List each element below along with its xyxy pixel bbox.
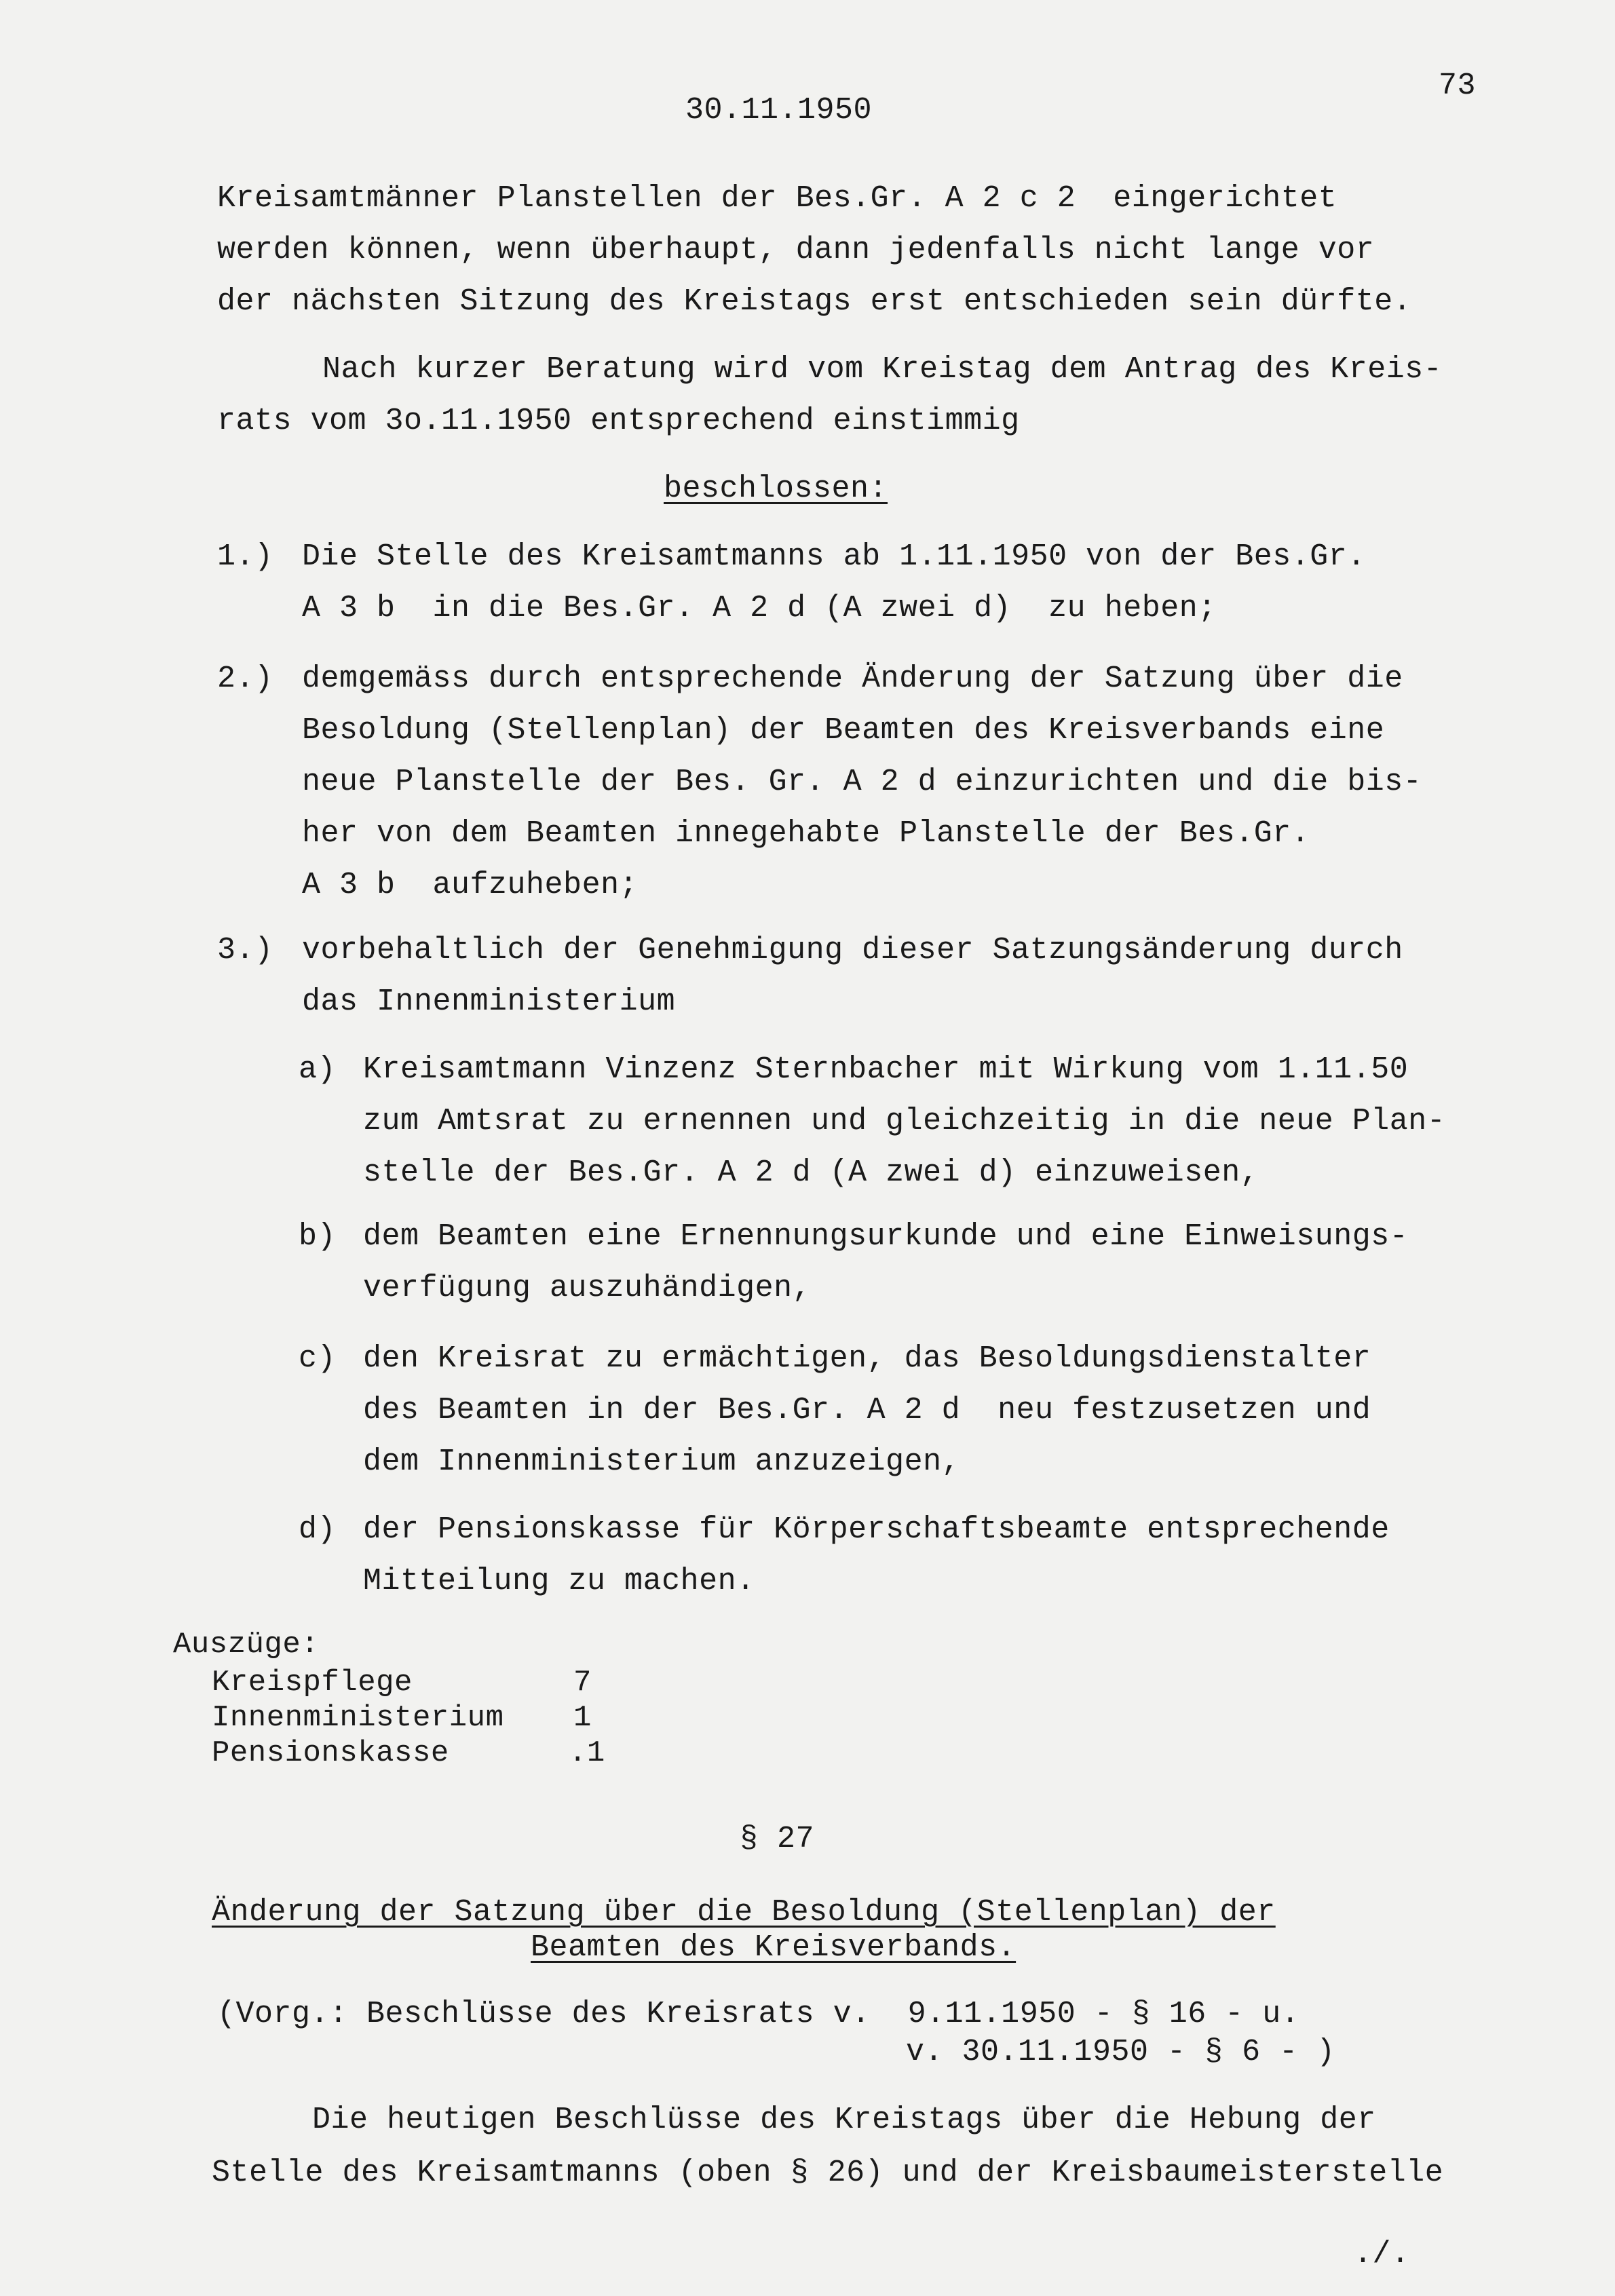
subitem-label: d) xyxy=(299,1512,337,1547)
item-line: das Innenministerium xyxy=(302,984,676,1019)
section-title-line: Beamten des Kreisverbands. xyxy=(531,1930,1016,1965)
subitem-line: verfügung auszuhändigen, xyxy=(363,1271,812,1305)
item-line: her von dem Beamten innegehabte Planstelle der Bes.Gr. xyxy=(302,816,1310,851)
excerpt-count: .1 xyxy=(569,1736,605,1770)
item-number: 3.) xyxy=(217,933,273,968)
item-number: 2.) xyxy=(217,662,273,696)
body-line: Stelle des Kreisamtmanns (oben § 26) und der Kreisbaumeisterstelle xyxy=(212,2156,1444,2190)
reference-line: (Vorg.: Beschlüsse des Kreisrats v. 9.11.1950 - § 16 - u. xyxy=(217,1997,1300,2031)
subitem-line: Kreisamtmann Vinzenz Sternbacher mit Wirkung vom 1.11.50 xyxy=(363,1052,1409,1087)
section-number: § 27 xyxy=(740,1822,815,1856)
subitem-line: stelle der Bes.Gr. A 2 d (A zwei d) einzuweisen, xyxy=(363,1155,1259,1190)
intro-line: Kreisamtmänner Planstellen der Bes.Gr. A 2 c 2 eingerichtet xyxy=(217,181,1337,216)
document-date: 30.11.1950 xyxy=(685,93,873,128)
subitem-line: Mitteilung zu machen. xyxy=(363,1564,755,1599)
subitem-line: der Pensionskasse für Körperschaftsbeamte entsprechende xyxy=(363,1512,1390,1547)
page-number: 73 xyxy=(1439,69,1477,103)
subitem-label: a) xyxy=(299,1052,337,1087)
reference-line: v. 30.11.1950 - § 6 - ) xyxy=(906,2035,1335,2069)
subitem-line: dem Beamten eine Ernennungsurkunde und eine Einweisungs- xyxy=(363,1219,1409,1254)
intro-line: der nächsten Sitzung des Kreistags erst entschieden sein dürfte. xyxy=(217,284,1412,319)
intro-line: werden können, wenn überhaupt, dann jedenfalls nicht lange vor xyxy=(217,233,1375,267)
excerpt-count: 1 xyxy=(573,1701,592,1735)
item-line: Besoldung (Stellenplan) der Beamten des Kreisverbands eine xyxy=(302,713,1385,748)
excerpt-name: Innenministerium xyxy=(212,1701,504,1735)
item-line: vorbehaltlich der Genehmigung dieser Satzungsänderung durch xyxy=(302,933,1403,968)
paragraph-line: Nach kurzer Beratung wird vom Kreistag dem Antrag des Kreis- xyxy=(322,352,1443,387)
subitem-line: des Beamten in der Bes.Gr. A 2 d neu festzusetzen und xyxy=(363,1393,1371,1428)
excerpts-title: Auszüge: xyxy=(173,1628,320,1662)
item-line: A 3 b in die Bes.Gr. A 2 d (A zwei d) zu heben; xyxy=(302,591,1217,626)
item-line: Die Stelle des Kreisamtmanns ab 1.11.1950 von der Bes.Gr. xyxy=(302,539,1366,574)
subitem-label: b) xyxy=(299,1219,337,1254)
excerpt-name: Kreispflege xyxy=(212,1666,413,1700)
subitem-label: c) xyxy=(299,1341,337,1376)
item-line: A 3 b aufzuheben; xyxy=(302,868,639,902)
item-number: 1.) xyxy=(217,539,273,574)
paragraph-line: rats vom 3o.11.1950 entsprechend einstimmig xyxy=(217,404,1020,438)
excerpt-name: Pensionskasse xyxy=(212,1736,449,1770)
item-line: demgemäss durch entsprechende Änderung der Satzung über die xyxy=(302,662,1403,696)
subitem-line: zum Amtsrat zu ernennen und gleichzeitig in die neue Plan- xyxy=(363,1104,1446,1139)
section-title-line: Änderung der Satzung über die Besoldung (Stellenplan) der xyxy=(212,1895,1276,1930)
body-line: Die heutigen Beschlüsse des Kreistags über die Hebung der xyxy=(312,2103,1376,2137)
continuation-mark: ./. xyxy=(1354,2237,1410,2272)
item-line: neue Planstelle der Bes. Gr. A 2 d einzurichten und die bis- xyxy=(302,765,1422,799)
resolved-heading: beschlossen: xyxy=(664,472,888,506)
subitem-line: den Kreisrat zu ermächtigen, das Besoldungsdienstalter xyxy=(363,1341,1371,1376)
subitem-line: dem Innenministerium anzuzeigen, xyxy=(363,1444,961,1479)
excerpt-count: 7 xyxy=(573,1666,592,1700)
